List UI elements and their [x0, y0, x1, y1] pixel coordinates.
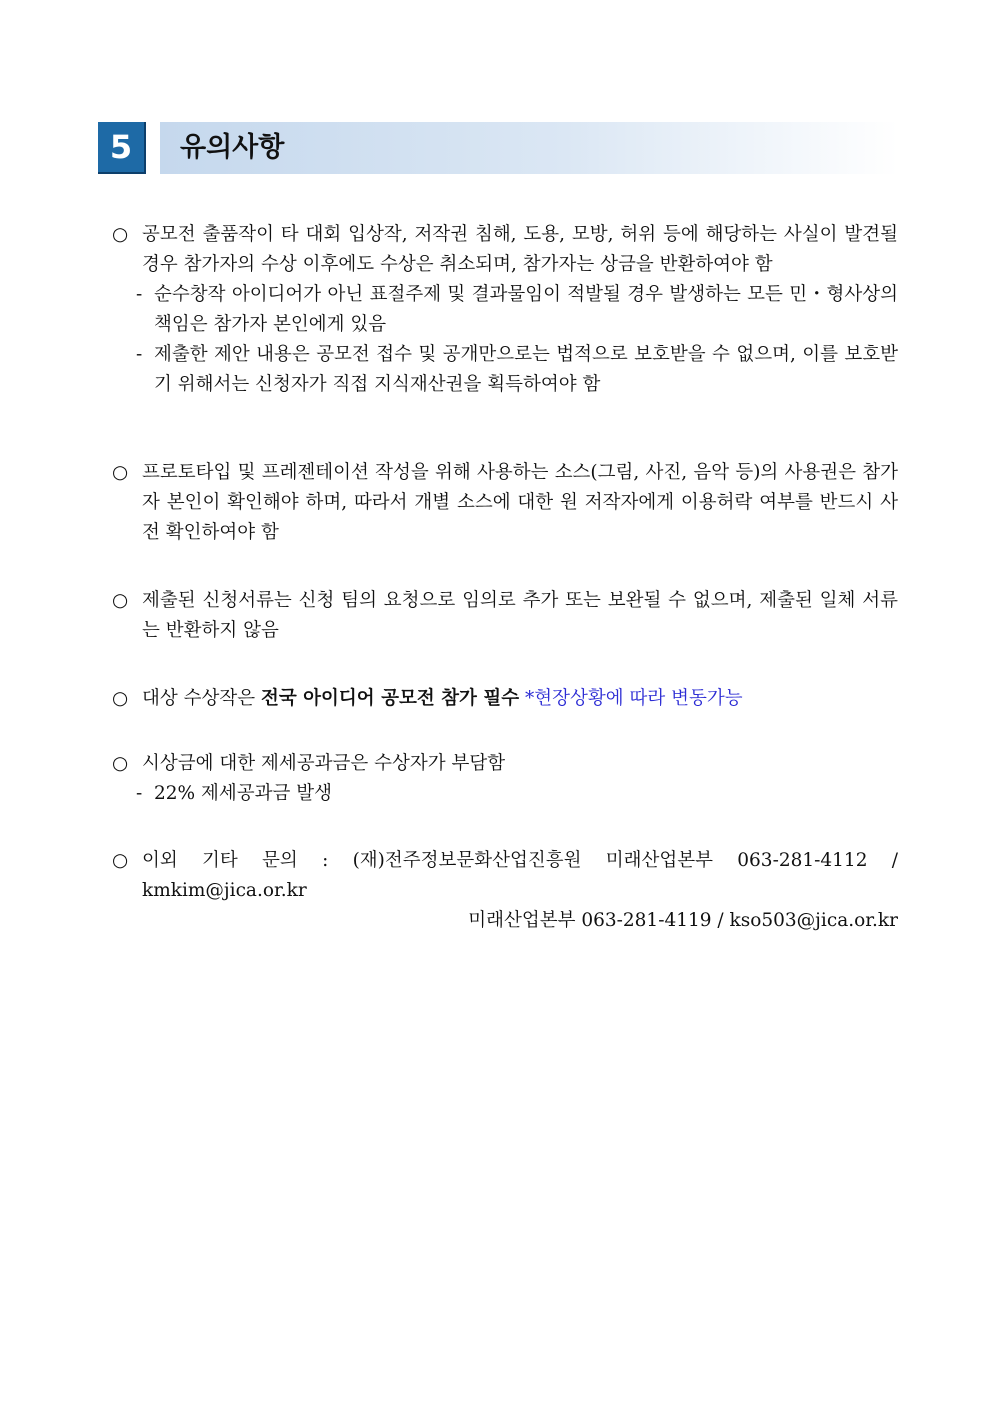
dash-bullet: - [136, 783, 143, 804]
notice-text [142, 684, 898, 714]
bullet-circle-icon: ○ [112, 753, 129, 774]
bullet-circle-icon: ○ [112, 462, 129, 483]
notice-item-2 [112, 458, 898, 548]
bullet-circle-icon: ○ [112, 590, 129, 611]
bullet-circle-icon: ○ [112, 850, 129, 871]
notice-text: 시상금에 대한 제세공과금은 수상자가 부담함 [142, 753, 506, 774]
notice-text: 제출된 신청서류는 신청 팀의 요청으로 임의로 추가 또는 보완될 수 없으며, 제출된 일체 서류는 반환하지 않음 [142, 590, 898, 641]
sub-item-text: 제출한 제안 내용은 공모전 접수 및 공개만으로는 법적으로 보호받을 수 없으며, 이를 보호받기 위해서는 신청자가 직접 지식재산권을 획득하여야 함 [154, 344, 898, 395]
section-number: 5 [98, 122, 146, 174]
notice-text: 프로토타입 및 프레젠테이션 작성을 위해 사용하는 소스(그림, 사진, 음악 등)의 사용권은 참가자 본인이 확인해야 하며, 따라서 개별 소스에 대한 원 저작자에게 이용허락 여부를 반드시 사전 확인하여야 함 [142, 462, 898, 543]
contact-line-1: 이외 기타 문의 : (재)전주정보문화산업진흥원 미래산업본부 063-281-4112 / kmkim@jica.or.kr [142, 850, 898, 901]
bullet-circle-icon: ○ [112, 224, 129, 245]
dash-bullet: - [136, 284, 143, 305]
notice-item-contact [112, 846, 898, 936]
sub-item [136, 340, 898, 400]
section-header [98, 122, 898, 174]
notice-item-1 [112, 220, 898, 400]
notice-item-3 [112, 586, 898, 646]
notice-text: 공모전 출품작이 타 대회 입상작, 저작권 침해, 도용, 모방, 허위 등에 해당하는 사실이 발견될 경우 참가자의 수상 이후에도 수상은 취소되며, 참가자는 상금을 반환하여야 함 [142, 224, 898, 275]
notice-item-4 [112, 684, 898, 714]
bullet-circle-icon: ○ [112, 688, 129, 709]
sub-item-text: 22% 제세공과금 발생 [154, 783, 332, 804]
notice-text-prefix: 대상 수상작은 [142, 688, 261, 709]
sub-item-text: 순수창작 아이디어가 아닌 표절주제 및 결과물임이 적발될 경우 발생하는 모든 민・형사상의 책임은 참가자 본인에게 있음 [154, 284, 898, 335]
section-title: 유의사항 [180, 132, 285, 163]
sub-item [136, 779, 898, 809]
notice-text-emphasis: 전국 아이디어 공모전 참가 필수 [261, 688, 520, 709]
contact-line-2: 미래산업본부 063-281-4119 / kso503@jica.or.kr [468, 910, 898, 931]
notice-text-note: *현장상황에 따라 변동가능 [519, 688, 743, 709]
dash-bullet: - [136, 344, 143, 365]
sub-item [136, 280, 898, 340]
notice-item-5 [112, 749, 898, 809]
